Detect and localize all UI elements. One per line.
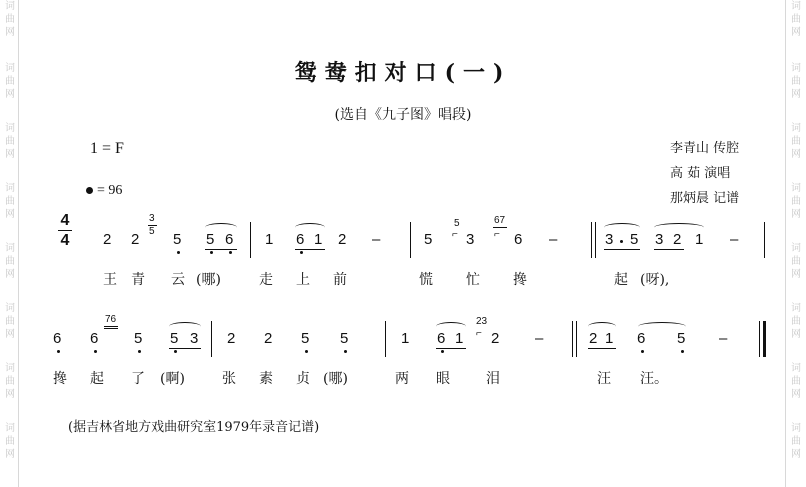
watermark-left-1: 词 曲 网 — [5, 1, 15, 38]
key-signature: 1 = F — [90, 140, 124, 157]
credit-transcriber: 那炳晨 记谱 — [670, 191, 740, 206]
barline — [576, 321, 577, 357]
lyric: 云 — [171, 272, 185, 288]
dash: – — [549, 231, 558, 248]
low-octave-dot — [177, 251, 180, 254]
low-octave-dot — [138, 350, 141, 353]
low-octave-dot — [94, 350, 97, 353]
low-octave-dot — [229, 251, 232, 254]
tempo-marking — [86, 183, 122, 199]
grace-underline — [104, 328, 118, 329]
note: 5 — [424, 231, 433, 248]
note: 2 — [338, 231, 347, 248]
watermark-right-3: 词 曲 网 — [791, 123, 801, 160]
dot — [620, 240, 623, 243]
low-octave-dot — [441, 350, 444, 353]
lyric: 搀 — [513, 272, 527, 288]
time-signature-line — [58, 230, 72, 231]
watermark-left-8: 词 曲 网 — [5, 423, 15, 460]
note: 1 — [314, 231, 323, 248]
grace-notes: ⌐ — [494, 229, 500, 240]
note: 2 — [491, 330, 500, 347]
watermark-right-8: 词 曲 网 — [791, 423, 801, 460]
low-octave-dot — [305, 350, 308, 353]
credits — [670, 136, 739, 211]
barline — [591, 222, 592, 258]
note: 1 — [695, 231, 704, 248]
watermark-right-2: 词 曲 网 — [791, 63, 801, 100]
lyric: (哪) — [323, 371, 348, 387]
note: 3 — [605, 231, 614, 248]
watermark-left-7: 词 曲 网 — [5, 363, 15, 400]
lyric: 两 — [395, 371, 409, 387]
beam-line — [436, 348, 466, 349]
barline — [250, 222, 251, 258]
lyric: 汪。 — [640, 371, 668, 387]
barline — [211, 321, 212, 357]
lyric: 走 — [259, 272, 273, 288]
note: 5 — [677, 330, 686, 347]
note: 6 — [514, 231, 523, 248]
note: 6 — [296, 231, 305, 248]
lyric: 前 — [333, 272, 347, 288]
watermark-left-2: 词 曲 网 — [5, 63, 15, 100]
credit-singer: 高 茹 演唱 — [670, 166, 731, 181]
note: 6 — [437, 330, 446, 347]
lyric: 贞 — [296, 371, 310, 387]
low-octave-dot — [300, 251, 303, 254]
note: 2 — [227, 330, 236, 347]
grace-underline — [104, 326, 118, 327]
grace-notes: 67 — [494, 215, 506, 226]
note: 6 — [225, 231, 234, 248]
credit-arranger: 李青山 传腔 — [670, 141, 740, 156]
song-title: 鸳鸯扣对口(一) — [294, 60, 512, 86]
slur — [604, 223, 640, 232]
note: 3 — [190, 330, 199, 347]
final-barline-thick — [763, 321, 766, 357]
note: 5 — [170, 330, 179, 347]
slur — [295, 223, 325, 232]
lyric: 慌 — [419, 272, 433, 288]
note: 2 — [673, 231, 682, 248]
time-signature — [58, 212, 72, 249]
slur — [169, 322, 201, 331]
slur — [205, 223, 237, 232]
note: 1 — [265, 231, 274, 248]
low-octave-dot — [681, 350, 684, 353]
barline — [764, 222, 765, 258]
note: 5 — [301, 330, 310, 347]
dash: – — [730, 231, 739, 248]
tempo-value: = 96 — [97, 183, 123, 198]
low-octave-dot — [210, 251, 213, 254]
barline — [572, 321, 573, 357]
beam-line — [169, 348, 201, 349]
lyric: 搀 — [53, 371, 67, 387]
watermark-right-7: 词 曲 网 — [791, 363, 801, 400]
barline — [595, 222, 596, 258]
beam-line — [604, 249, 640, 250]
note: 3 — [655, 231, 664, 248]
beam-line — [654, 249, 684, 250]
note: 5 — [206, 231, 215, 248]
final-barline — [759, 321, 760, 357]
lyric: 上 — [296, 272, 310, 288]
dash: – — [719, 330, 728, 347]
note: 2 — [131, 231, 140, 248]
grace-notes: 5 — [454, 218, 460, 229]
time-signature-top: 4 — [60, 212, 70, 229]
grace-notes: 23 — [476, 316, 488, 327]
low-octave-dot — [641, 350, 644, 353]
song-subtitle: (选自《九子图》唱段) — [334, 107, 472, 123]
note: 6 — [53, 330, 62, 347]
watermark-left-6: 词 曲 网 — [5, 303, 15, 340]
grace-notes: 3 — [149, 213, 155, 224]
lyric: 汪 — [597, 371, 611, 387]
note: 5 — [340, 330, 349, 347]
lyric: 起 — [90, 371, 104, 387]
watermark-right-4: 词 曲 网 — [791, 183, 801, 220]
low-octave-dot — [344, 350, 347, 353]
watermark-right-1: 词 曲 网 — [791, 1, 801, 38]
lyric: 泪 — [486, 371, 500, 387]
watermark-left-3: 词 曲 网 — [5, 123, 15, 160]
lyric: 素 — [259, 371, 273, 387]
dash: – — [535, 330, 544, 347]
note: 5 — [630, 231, 639, 248]
note: 5 — [134, 330, 143, 347]
note: 2 — [589, 330, 598, 347]
source-note: (据吉林省地方戏曲研究室1979年录音记谱) — [68, 420, 320, 435]
lyric: 张 — [222, 371, 236, 387]
beam-line — [588, 348, 616, 349]
lyric: (呀), — [640, 272, 670, 288]
note: 5 — [173, 231, 182, 248]
low-octave-dot — [57, 350, 60, 353]
note: 2 — [103, 231, 112, 248]
note: 1 — [455, 330, 464, 347]
lyric: (哪) — [196, 272, 221, 288]
barline — [385, 321, 386, 357]
watermark-right-5: 词 曲 网 — [791, 243, 801, 280]
watermark-right-6: 词 曲 网 — [791, 303, 801, 340]
watermark-left-4: 词 曲 网 — [5, 183, 15, 220]
lyric: 忙 — [466, 272, 480, 288]
watermark-left-5: 词 曲 网 — [5, 243, 15, 280]
slur — [588, 322, 616, 331]
beam-line — [295, 249, 325, 250]
beam-line — [205, 249, 237, 250]
note: 1 — [401, 330, 410, 347]
time-signature-bottom: 4 — [60, 232, 70, 249]
lyric: 青 — [131, 272, 145, 288]
slur — [436, 322, 466, 331]
low-octave-dot — [174, 350, 177, 353]
grace-notes: ⌐ — [452, 229, 458, 240]
grace-notes: 76 — [105, 314, 117, 325]
lyric: 了 — [131, 371, 145, 387]
note: 3 — [466, 231, 475, 248]
barline — [410, 222, 411, 258]
note: 6 — [637, 330, 646, 347]
dash: – — [372, 231, 381, 248]
lyric: 眼 — [436, 371, 450, 387]
lyric: (啊) — [160, 371, 185, 387]
lyric: 王 — [103, 272, 117, 288]
grace-notes: ⌐ — [476, 328, 482, 339]
note: 1 — [605, 330, 614, 347]
lyric: 起 — [614, 272, 628, 288]
quarter-note-icon — [86, 187, 93, 194]
grace-notes: 5 — [149, 226, 155, 237]
note: 6 — [90, 330, 99, 347]
note: 2 — [264, 330, 273, 347]
grace-underline — [493, 227, 507, 228]
